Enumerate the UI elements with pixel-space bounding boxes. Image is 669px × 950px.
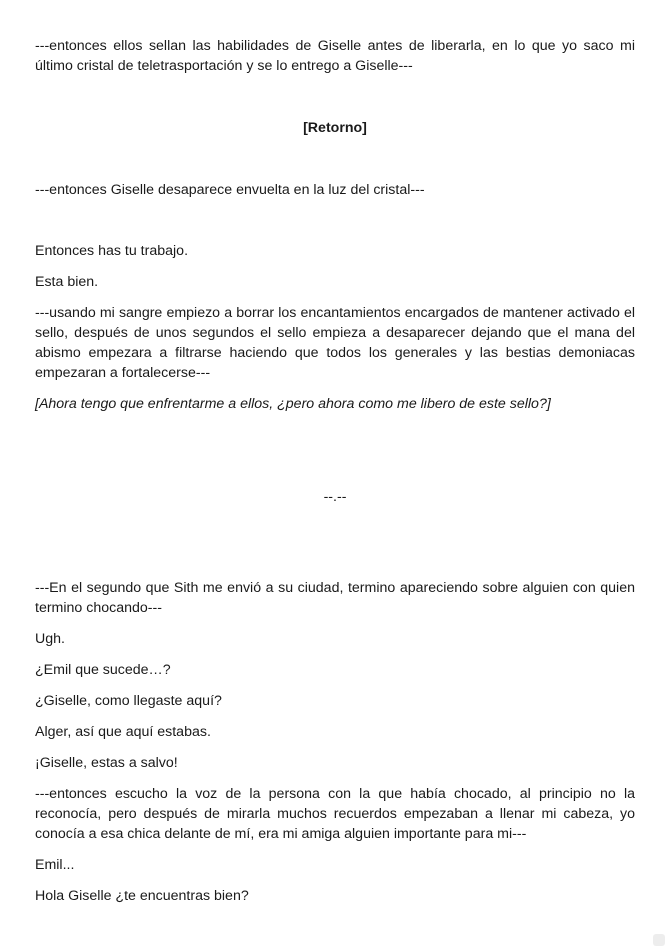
narration-paragraph: ---entonces Giselle desaparece envuelta en la luz del cristal--- [35, 182, 425, 198]
document-page [35, 0, 635, 950]
dialogue-line: ¿Giselle, como llegaste aquí? [35, 693, 222, 709]
narration-paragraph: ---entonces escucho la voz de la persona con la que había chocado, al principio no la reconocía, pero después de mirarla muchos recuerdos empezaban a llenar mi cabeza, yo conocía a esa chica delante de mí, era mi amiga alguien importante para mi--- [35, 786, 635, 842]
scene-break: --.-- [323, 489, 347, 505]
narration-paragraph: ---entonces ellos sellan las habilidades de Giselle antes de liberarla, en lo que yo saco mi último cristal de teletrasportación y se lo entrego a Giselle--- [35, 38, 635, 74]
dialogue-line: Esta bien. [35, 274, 99, 290]
dialogue-line: Ugh. [35, 631, 65, 647]
dialogue-line: Hola Giselle ¿te encuentras bien? [35, 888, 249, 904]
dialogue-line: Alger, así que aquí estabas. [35, 724, 211, 740]
dialogue-line: ¡Giselle, estas a salvo! [35, 755, 178, 771]
spell-heading: [Retorno] [303, 120, 367, 136]
narration-paragraph: ---En el segundo que Sith me envió a su ciudad, termino apareciendo sobre alguien con quien termino chocando--- [35, 580, 635, 616]
dialogue-line: Emil... [35, 857, 75, 873]
corner-mark-icon [653, 934, 665, 946]
narration-paragraph: ---usando mi sangre empiezo a borrar los encantamientos encargados de mantener activado el sello, después de unos segundos el sello empieza a desaparecer dejando que el mana del abismo empezara a filtrarse haciendo que todos los generales y las bestias demoniacas empezaran a fortalecerse--- [35, 305, 635, 381]
dialogue-line: ¿Emil que sucede…? [35, 662, 171, 678]
thought-line: [Ahora tengo que enfrentarme a ellos, ¿pero ahora como me libero de este sello?] [35, 396, 551, 412]
dialogue-line: Entonces has tu trabajo. [35, 243, 189, 259]
